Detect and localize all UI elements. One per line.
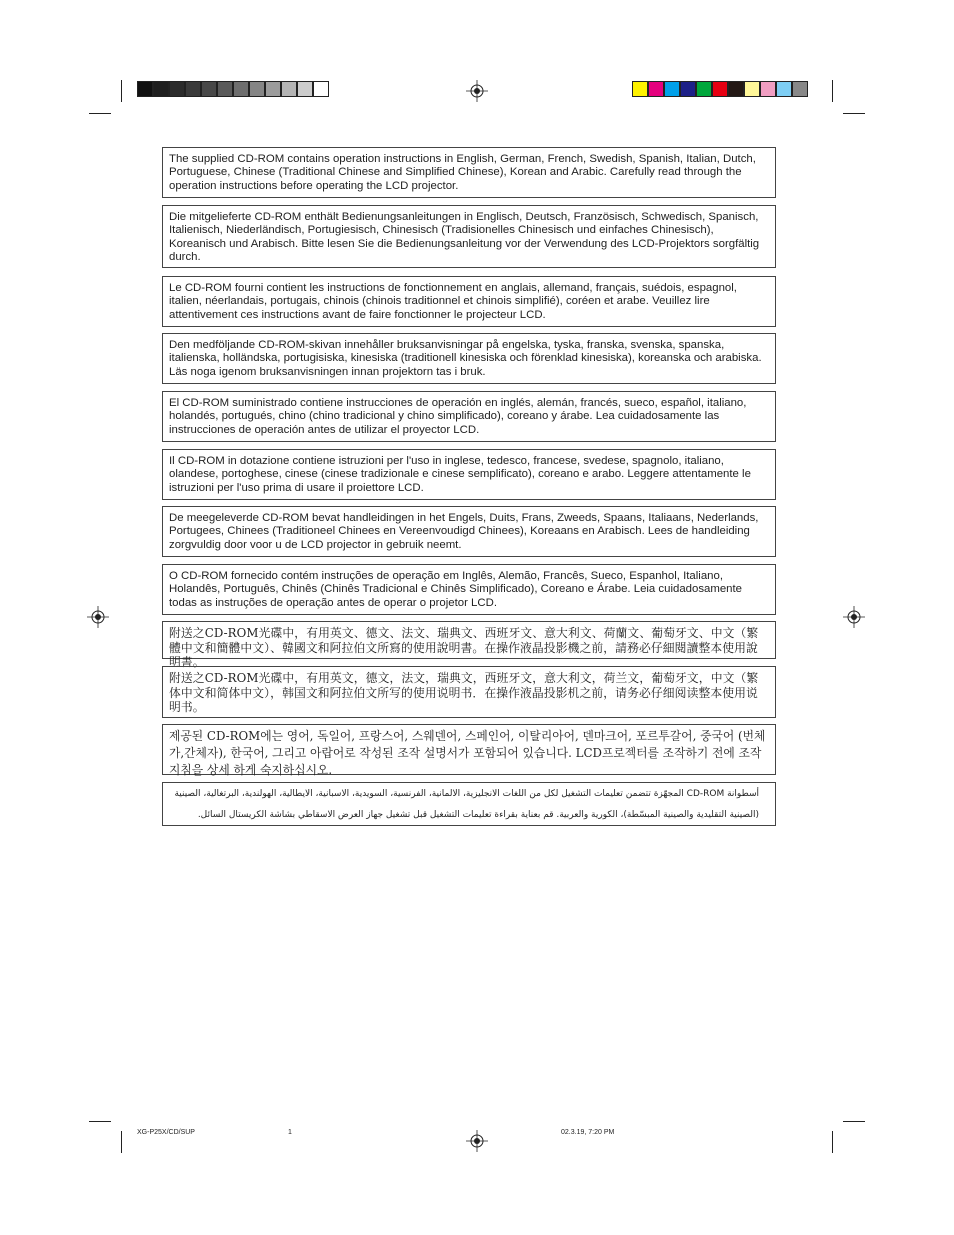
footer-file-name: XG-P25X/CD/SUP: [137, 1129, 195, 1136]
crop-mark: [843, 1121, 865, 1122]
crop-mark: [89, 113, 111, 114]
notice-french: Le CD-ROM fourni contient les instructions de fonctionnement en anglais, allemand, français, suédois, espagnol, italien, néerlandais, portugais, chinois (chinois traditionnel et chinois simplifié), coréen et arabe. Veuillez lire attentivement ces instructions avant de faire fonctionner le projecteur LCD.: [162, 276, 776, 327]
color-swatch: [313, 81, 329, 97]
color-swatch: [648, 81, 664, 97]
color-swatch: [249, 81, 265, 97]
color-swatch: [744, 81, 760, 97]
notice-swedish: Den medföljande CD-ROM-skivan innehåller bruksanvisningar på engelska, tyska, franska, svenska, spanska, italienska, holländska, portugisiska, kinesiska (traditionell kinesiska och förenklad kinesiska), koreanska och arabiska. Läs noga igenom bruksanvisningen innan projektorn tas i bruk.: [162, 333, 776, 384]
crop-mark: [832, 1131, 833, 1153]
registration-target-icon: [466, 1130, 488, 1152]
color-swatch: [760, 81, 776, 97]
notice-chinese-simplified: 附送之CD-ROM光碟中，有用英文，德文，法文，瑞典文，西班牙文，意大利文，荷兰文，葡萄牙文，中文（繁体中文和简体中文），韩国文和阿拉伯文所写的使用说明书．在操作液晶投影机之前，请务必仔细阅读整本使用说明书。: [162, 666, 776, 718]
registration-target-icon: [466, 80, 488, 102]
crop-mark: [843, 113, 865, 114]
color-swatch: [776, 81, 792, 97]
color-swatch: [217, 81, 233, 97]
notice-italian: Il CD-ROM in dotazione contiene istruzioni per l'uso in inglese, tedesco, francese, svedese, spagnolo, italiano, olandese, portoghese, cinese (cinese tradizionale e cinese semplificato), coreano e arabo. Leggere attentamente le istruzioni per l'uso prima di usare il proiettore LCD.: [162, 449, 776, 500]
footer-page-number: 1: [288, 1129, 292, 1136]
color-swatch: [185, 81, 201, 97]
registration-target-icon: [87, 606, 109, 628]
crop-mark: [121, 1131, 122, 1153]
color-swatch: [265, 81, 281, 97]
notice-dutch: De meegeleverde CD-ROM bevat handleidingen in het Engels, Duits, Frans, Zweeds, Spaans, Italiaans, Nederlands, Portugees, Chinees (Traditioneel Chinees en Vereenvoudigd Chinees), Koreaans en Arabisch. Lees de handleiding zorgvuldig door voor u de LCD projector in gebruik neemt.: [162, 506, 776, 557]
color-swatch: [696, 81, 712, 97]
color-swatch: [728, 81, 744, 97]
notice-german: Die mitgelieferte CD-ROM enthält Bedienungsanleitungen in Englisch, Deutsch, Französisch, Schwedisch, Spanisch, Italienisch, Niederländisch, Portugiesisch, Chinesisch (Tradisionelles Chinesisch und einfaches Chinesisch), Koreanisch und Arabisch. Bitte lesen Sie die Bedienungsanleitung vor der Verwendung des LCD-Projektors sorgfältig durch.: [162, 205, 776, 268]
color-swatch: [169, 81, 185, 97]
crop-mark: [832, 80, 833, 102]
color-swatch: [233, 81, 249, 97]
color-swatch: [137, 81, 153, 97]
process-color-bar: [632, 81, 808, 97]
notice-spanish: El CD-ROM suministrado contiene instrucciones de operación en inglés, alemán, francés, sueco, español, italiano, holandés, portugués, chino (chino tradicional y chino simplificado), coreano y árabe. Lea cuidadosamente las instrucciones de operación antes de utilizar el proyector LCD.: [162, 391, 776, 442]
crop-mark: [121, 80, 122, 102]
color-swatch: [201, 81, 217, 97]
grayscale-color-bar: [137, 81, 329, 97]
footer-timestamp: 02.3.19, 7:20 PM: [561, 1129, 615, 1136]
color-swatch: [297, 81, 313, 97]
color-swatch: [712, 81, 728, 97]
color-swatch: [153, 81, 169, 97]
notice-portuguese: O CD-ROM fornecido contém instruções de operação em Inglês, Alemão, Francês, Sueco, Espanhol, Italiano, Holandês, Português, Chinês (Chinês Tradicional e Chinês Simplificado), Coreano e Árabe. Leia cuidadosamente todas as instruções de operação antes de operar o projetor LCD.: [162, 564, 776, 615]
color-swatch: [632, 81, 648, 97]
color-swatch: [281, 81, 297, 97]
crop-mark: [89, 1121, 111, 1122]
notice-korean: 제공된 CD-ROM에는 영어, 독일어, 프랑스어, 스웨덴어, 스페인어, 이탈리아어, 덴마크어, 포르투갈어, 중국어 (번체가,간체자), 한국어, 그리고 아랍어로 작성된 조작 설명서가 포함되어 있습니다. LCD프로젝터를 조작하기 전에 조작 지침을 상세 하게 숙지하십시오.: [162, 724, 776, 775]
color-swatch: [664, 81, 680, 97]
registration-target-icon: [843, 606, 865, 628]
color-swatch: [792, 81, 808, 97]
notice-arabic: أسطوانة CD-ROM المجهّزة تتضمن تعليمات التشغيل لكل من اللغات الانجليزية، الالمانية، الفرنسية، السويدية، الاسبانية، الايطالية، الهولندية، البرتغالية، الصينية (الصينية التقليدية والصينية المبسّطة)، الكورية والعربية. قم بعناية بقراءة تعليمات التشغيل قبل تشغيل جهاز العرض الاسقاطي بشاشة الكريستال السائل.: [162, 782, 776, 826]
notice-chinese-traditional: 附送之CD-ROM光碟中，有用英文、德文、法文、瑞典文、西班牙文、意大利文、荷蘭文、葡萄牙文、中文（繁體中文和簡體中文）、韓國文和阿拉伯文所寫的使用說明書。在操作液晶投影機之前，請務必仔細閱讀整本使用說明書。: [162, 621, 776, 659]
color-swatch: [680, 81, 696, 97]
notice-english: The supplied CD-ROM contains operation instructions in English, German, French, Swedish, Spanish, Italian, Dutch, Portuguese, Chinese (Traditional Chinese and Simplified Chinese), Korean and Arabic. Carefully read through the operation instructions before operating the LCD projector.: [162, 147, 776, 198]
